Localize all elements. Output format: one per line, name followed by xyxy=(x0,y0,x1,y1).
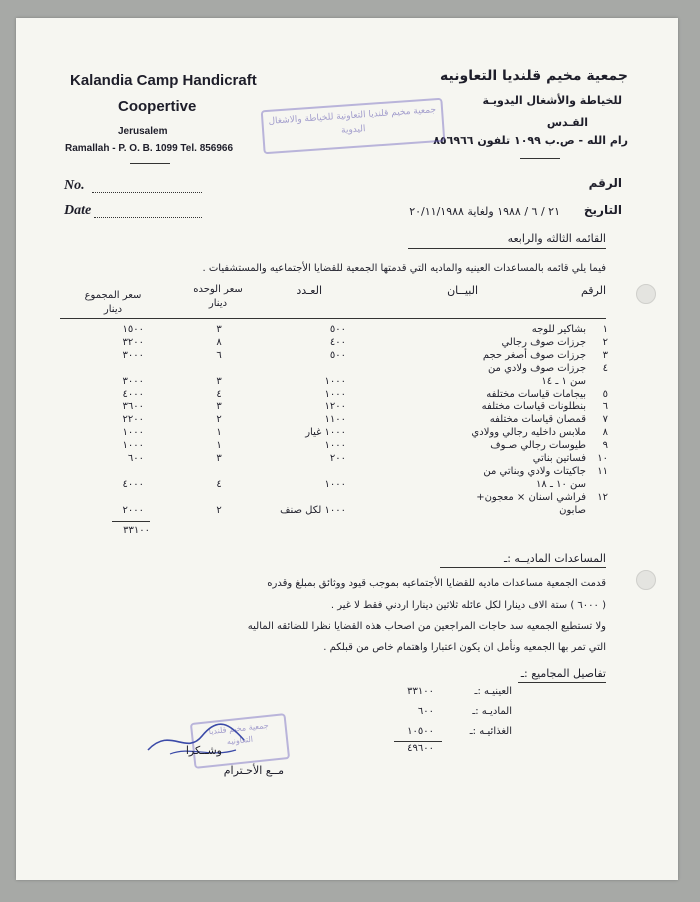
summary-inkind-value: ٣٣١٠٠ xyxy=(407,686,434,697)
financial-line1: قدمت الجمعية مساعدات ماديه للقضايا الأجتماعيه بموجب قيود ووثائق بمبلغ وقدره xyxy=(267,578,606,589)
row-number: ٢ xyxy=(602,337,608,348)
signature-scribble xyxy=(140,716,250,766)
en-org-line2: Coopertive xyxy=(118,98,197,115)
header-unit-price: سعر الوحده xyxy=(193,284,243,295)
row-item: ملابس داخليه رجالي وولادي xyxy=(471,427,586,438)
punch-hole-bottom xyxy=(636,570,656,590)
row-unit-price: ٣ xyxy=(216,324,222,335)
row-unit-price: ٢ xyxy=(216,505,222,516)
row-item: بنطلونات قياسات مختلفه xyxy=(481,401,586,412)
header-unit-currency: دينار xyxy=(208,298,228,309)
no-label: No. xyxy=(64,178,85,193)
row-unit-price: ٣ xyxy=(216,401,222,412)
ar-city: القـدس xyxy=(546,116,588,129)
total-rule xyxy=(112,521,150,522)
ar-org-line1: جمعية مخيم قلنديا التعاونيه xyxy=(440,68,628,84)
financial-line3: ولا تستطيع الجمعيه سد حاجات المراجعين من اصحاب هذه القضايا نظرا للضائقه الماليه xyxy=(247,621,606,632)
row-total: ٣٢٠٠ xyxy=(122,337,144,348)
row-item: جرزات صوف رجالي xyxy=(501,337,586,348)
row-item: سن ١ ـ ١٤ xyxy=(541,376,586,387)
row-total: ٤٠٠٠ xyxy=(122,389,144,400)
row-item: قمصان قياسات مختلفه xyxy=(489,414,586,425)
row-count: ١٠٠٠ xyxy=(324,376,346,387)
ar-number-label: الرقم xyxy=(588,176,622,190)
ar-header-rule xyxy=(520,158,560,159)
row-total: ١٠٠٠ xyxy=(122,427,144,438)
row-count: ١٢٠٠ xyxy=(324,401,346,412)
row-number: ٦ xyxy=(602,401,608,412)
row-number: ١٠ xyxy=(597,453,608,464)
row-count: ١١٠٠ xyxy=(324,414,346,425)
row-number: ٥ xyxy=(602,389,608,400)
ar-org-line2: للخياطة والأشغال اليدويـة xyxy=(482,94,622,107)
row-item: بيجامات قياسات مختلفه xyxy=(486,389,586,400)
row-number: ٣ xyxy=(602,350,608,361)
summary-title-underline xyxy=(518,682,606,683)
row-total: ٣٦٠٠ xyxy=(122,401,144,412)
row-total: ٣٠٠٠ xyxy=(122,376,144,387)
row-unit-price: ٨ xyxy=(216,337,222,348)
row-unit-price: ٣ xyxy=(216,453,222,464)
row-unit-price: ٣ xyxy=(216,376,222,387)
financial-title: المساعدات الماديــه :ـ xyxy=(503,552,606,565)
financial-line2: ( ٦٠٠٠ ) ستة الاف دينارا لكل عائله ثلاثين دينارا اردني فقط لا غير . xyxy=(330,600,606,611)
row-number: ١١ xyxy=(597,466,608,477)
table-header-rule xyxy=(60,318,606,319)
punch-hole-top xyxy=(636,284,656,304)
row-total: ٢٢٠٠ xyxy=(122,414,144,425)
intro-text: فيما يلي قائمه بالمساعدات العينيه والماديه التي قدمتها الجمعية للقضايا الأجتماعيه والمستشفيات . xyxy=(202,263,606,274)
cooperative-stamp: جمعية مخيم قلنديا التعاونية للخياطة والاشغال اليدوية xyxy=(261,98,446,155)
row-item: جرزات صوف أصغر حجم xyxy=(482,350,586,361)
row-item: سن ١٠ ـ ١٨ xyxy=(536,479,586,490)
summary-food-label: الغذائيـه :ـ xyxy=(469,726,512,737)
no-field-line xyxy=(92,192,202,193)
row-count: ٥٠٠ xyxy=(329,350,346,361)
summary-cash-value: ٦٠٠ xyxy=(417,706,434,717)
summary-total: ٤٩٦٠٠ xyxy=(407,743,434,754)
row-item: بشاكير للوجه xyxy=(531,324,586,335)
row-number: ٤ xyxy=(602,363,608,374)
row-unit-price: ٤ xyxy=(216,479,222,490)
row-item: طيوسات رجالي صـوف xyxy=(490,440,586,451)
row-total: ١٥٠٠ xyxy=(122,324,144,335)
row-total: ١٠٠٠ xyxy=(122,440,144,451)
row-item: فراشي اسنان × معجون+ xyxy=(476,492,586,503)
header-count: العـدد xyxy=(296,284,322,297)
summary-inkind-label: العينيـه :ـ xyxy=(474,686,512,697)
row-count: ١٠٠٠ xyxy=(324,479,346,490)
financial-title-underline xyxy=(440,567,606,568)
financial-line4: التي تمر بها الجمعيه ونأمل ان يكون اعتبارا واهتمام خاص من قبلكم . xyxy=(323,642,606,653)
row-item: جاكيتات ولادي وبناتي من xyxy=(483,466,586,477)
row-count: ١٠٠٠ غيار xyxy=(305,427,346,438)
row-unit-price: ٢ xyxy=(216,414,222,425)
row-unit-price: ١ xyxy=(216,440,222,451)
row-count: ١٠٠٠ لكل صنف xyxy=(280,505,346,516)
en-city: Jerusalem xyxy=(118,126,168,137)
header-statement: البيــان xyxy=(447,284,478,297)
row-number: ٨ xyxy=(602,427,608,438)
ar-address: رام الله - ص.ب ١٠٩٩ تلفون ٨٥٦٩٦٦ xyxy=(433,134,628,147)
list-title: القائمه الثالثه والرابعه xyxy=(507,232,606,245)
row-number: ٧ xyxy=(602,414,608,425)
row-unit-price: ١ xyxy=(216,427,222,438)
summary-title: تفاصيل المجاميع :ـ xyxy=(520,667,606,680)
summary-food-value: ١٠٥٠٠ xyxy=(407,726,434,737)
row-number: ١ xyxy=(602,324,608,335)
row-count: ١٠٠٠ xyxy=(324,440,346,451)
summary-total-rule xyxy=(394,741,442,742)
en-address: Ramallah - P. O. B. 1099 Tel. 856966 xyxy=(65,143,234,154)
row-unit-price: ٦ xyxy=(216,350,222,361)
closing-respect: مــع الأحـترام xyxy=(223,764,284,777)
grand-total: ٣٣١٠٠ xyxy=(123,525,150,536)
header-number: الرقم xyxy=(580,284,606,297)
date-field-line xyxy=(94,217,202,218)
header-total-price: سعر المجموع xyxy=(84,290,142,301)
ar-date-value: ٢١ / ٦ / ١٩٨٨ ولغاية ٢٠/١١/١٩٨٨ xyxy=(409,205,560,218)
row-number: ١٢ xyxy=(597,492,608,503)
row-total: ٦٠٠ xyxy=(127,453,144,464)
row-item: فساتين بناتي xyxy=(532,453,586,464)
en-org-line1: Kalandia Camp Handicraft xyxy=(70,72,257,89)
row-count: ٥٠٠ xyxy=(329,324,346,335)
date-label: Date xyxy=(64,203,92,218)
row-item: صابون xyxy=(559,505,586,516)
summary-cash-label: الماديـه :ـ xyxy=(472,706,512,717)
closing-thanks: وشــكرا xyxy=(185,744,222,757)
signature-stamp: جمعية مخيم قلنديا التعاونيه xyxy=(190,713,290,769)
row-total: ٢٠٠٠ xyxy=(122,505,144,516)
header-total-currency: دينار xyxy=(103,304,123,315)
row-total: ٣٠٠٠ xyxy=(122,350,144,361)
list-title-underline xyxy=(408,248,606,249)
en-header-rule xyxy=(130,163,170,164)
row-total: ٤٠٠٠ xyxy=(122,479,144,490)
row-count: ٢٠٠ xyxy=(329,453,346,464)
row-unit-price: ٤ xyxy=(216,389,222,400)
row-number: ٩ xyxy=(602,440,608,451)
row-item: جرزات صوف ولادي من xyxy=(487,363,586,374)
ar-date-label: التاريخ xyxy=(583,203,622,217)
row-count: ١٠٠٠ xyxy=(324,389,346,400)
row-count: ٤٠٠ xyxy=(329,337,346,348)
